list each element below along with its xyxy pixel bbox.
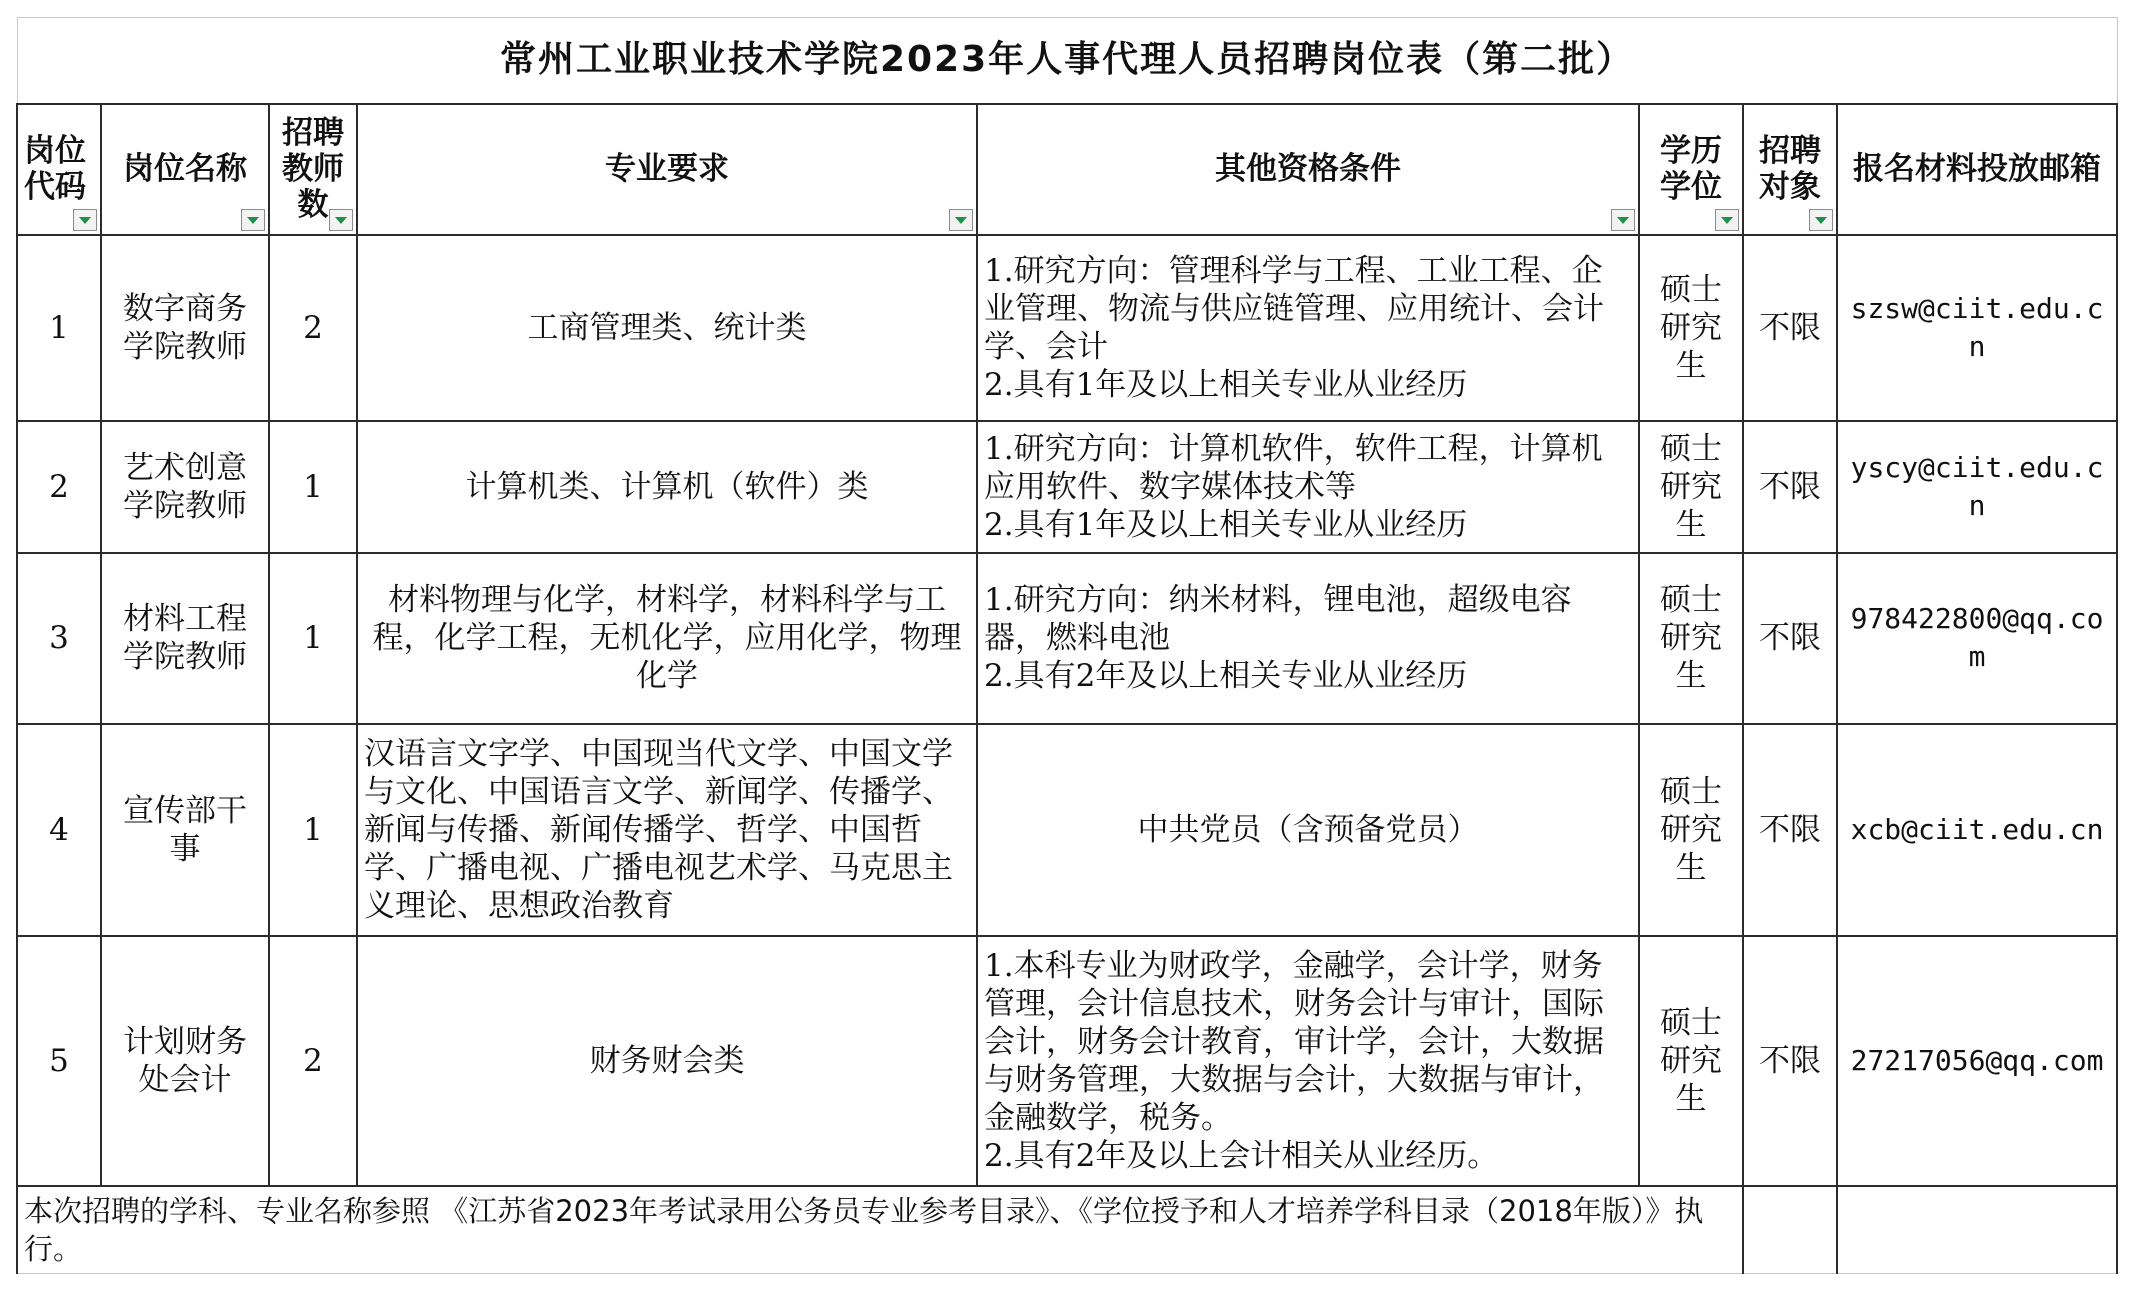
other-line: 2.具有1年及以上相关专业从业经历 [984,506,1468,543]
header-label: 报名材料投放邮箱 [1853,151,2102,187]
filter-dropdown-icon[interactable] [241,209,265,231]
cell-code: 5 [17,936,101,1186]
cell-email: yscy@ciit.edu.cn [1837,421,2117,553]
cell-degree: 硕士研究生 [1639,421,1743,553]
cell-major: 工商管理类、统计类 [357,235,977,421]
header-label: 岗位代码 [24,133,86,205]
empty-cell [1743,1186,1837,1274]
filter-dropdown-icon[interactable] [949,209,973,231]
cell-degree: 硕士研究生 [1639,724,1743,936]
filter-dropdown-icon[interactable] [1715,209,1739,231]
cell-degree: 硕士研究生 [1639,936,1743,1186]
cell-major: 汉语言文字学、中国现当代文学、中国文学与文化、中国语言文学、新闻学、传播学、新闻与传播、新闻传播学、哲学、中国哲学、广播电视、广播电视艺术学、马克思主义理论、思想政治教育 [357,724,977,936]
cell-code: 2 [17,421,101,553]
cell-target: 不限 [1743,235,1837,421]
cell-count: 1 [269,421,357,553]
other-line: 1.研究方向：计算机软件，软件工程，计算机应用软件、数字媒体技术等 [984,430,1603,505]
cell-name: 宣传部干事 [101,724,269,936]
cell-other [977,553,1639,724]
other-line: 1.研究方向：纳米材料，锂电池，超级电容器，燃料电池 [984,582,1572,656]
cell-major: 财务财会类 [357,936,977,1186]
cell-target: 不限 [1743,936,1837,1186]
header-label: 岗位名称 [123,151,247,187]
cell-degree: 硕士研究生 [1639,235,1743,421]
filter-dropdown-icon[interactable] [1809,209,1833,231]
cell-count: 1 [269,553,357,724]
cell-other [977,235,1639,421]
cell-name: 数字商务学院教师 [101,235,269,421]
footnote: 本次招聘的学科、专业名称参照 《江苏省2023年考试录用公务员专业参考目录》、《学位授予和人才培养学科目录（2018年版）》执行。 [17,1186,1743,1274]
header-email [1837,104,2117,235]
header-label: 专业要求 [605,151,729,187]
cell-target: 不限 [1743,553,1837,724]
cell-name: 计划财务处会计 [101,936,269,1186]
table-row [17,235,2117,421]
other-line: 中共党员（含预备党员） [1137,811,1479,848]
cell-other [977,724,1639,936]
cell-count: 2 [269,235,357,421]
header-label: 其他资格条件 [1215,151,1401,187]
header-code [17,104,101,235]
header-name [101,104,269,235]
cell-name: 材料工程学院教师 [101,553,269,724]
cell-degree: 硕士研究生 [1639,553,1743,724]
cell-target: 不限 [1743,421,1837,553]
cell-code: 4 [17,724,101,936]
cell-email: 978422800@qq.com [1837,553,2117,724]
other-line: 1.本科专业为财政学，金融学，会计学，财务管理，会计信息技术，财务会计与审计，国际会计，财务会计教育，审计学，会计，大数据与财务管理，大数据与会计，大数据与审计，金融数学，税务。 [984,947,1604,1136]
header-row [17,104,2117,235]
filter-dropdown-icon[interactable] [329,209,353,231]
cell-email: xcb@ciit.edu.cn [1837,724,2117,936]
cell-code: 1 [17,235,101,421]
table-row [17,724,2117,936]
cell-other [977,936,1639,1186]
cell-target: 不限 [1743,724,1837,936]
other-line: 2.具有2年及以上相关专业从业经历 [984,658,1468,694]
cell-major: 计算机类、计算机（软件）类 [357,421,977,553]
empty-cell [1837,1186,2117,1274]
cell-name: 艺术创意学院教师 [101,421,269,553]
other-line: 2.具有2年及以上会计相关从业经历。 [984,1137,1499,1174]
header-label: 招聘教师数 [282,115,344,223]
cell-code: 3 [17,553,101,724]
table-row [17,553,2117,724]
table-row [17,421,2117,553]
cell-email: szsw@ciit.edu.cn [1837,235,2117,421]
header-degree [1639,104,1743,235]
filter-dropdown-icon[interactable] [73,209,97,231]
cell-major: 材料物理与化学，材料学，材料科学与工程，化学工程，无机化学，应用化学，物理化学 [357,553,977,724]
cell-count: 1 [269,724,357,936]
filter-dropdown-icon[interactable] [1611,209,1635,231]
header-major [357,104,977,235]
other-line: 1.研究方向：管理科学与工程、工业工程、企业管理、物流与供应链管理、应用统计、会计学、会计 [984,252,1604,365]
header-other [977,104,1639,235]
table-row [17,936,2117,1186]
header-count [269,104,357,235]
cell-count: 2 [269,936,357,1186]
header-target [1743,104,1837,235]
other-line: 2.具有1年及以上相关专业从业经历 [984,366,1468,403]
header-label: 招聘对象 [1759,133,1821,205]
table-title: 常州工业职业技术学院2023年人事代理人员招聘岗位表（第二批） [17,18,2117,104]
recruitment-table [16,17,2118,1274]
header-label: 学历学位 [1660,133,1722,205]
cell-email: 27217056@qq.com [1837,936,2117,1186]
cell-other [977,421,1639,553]
